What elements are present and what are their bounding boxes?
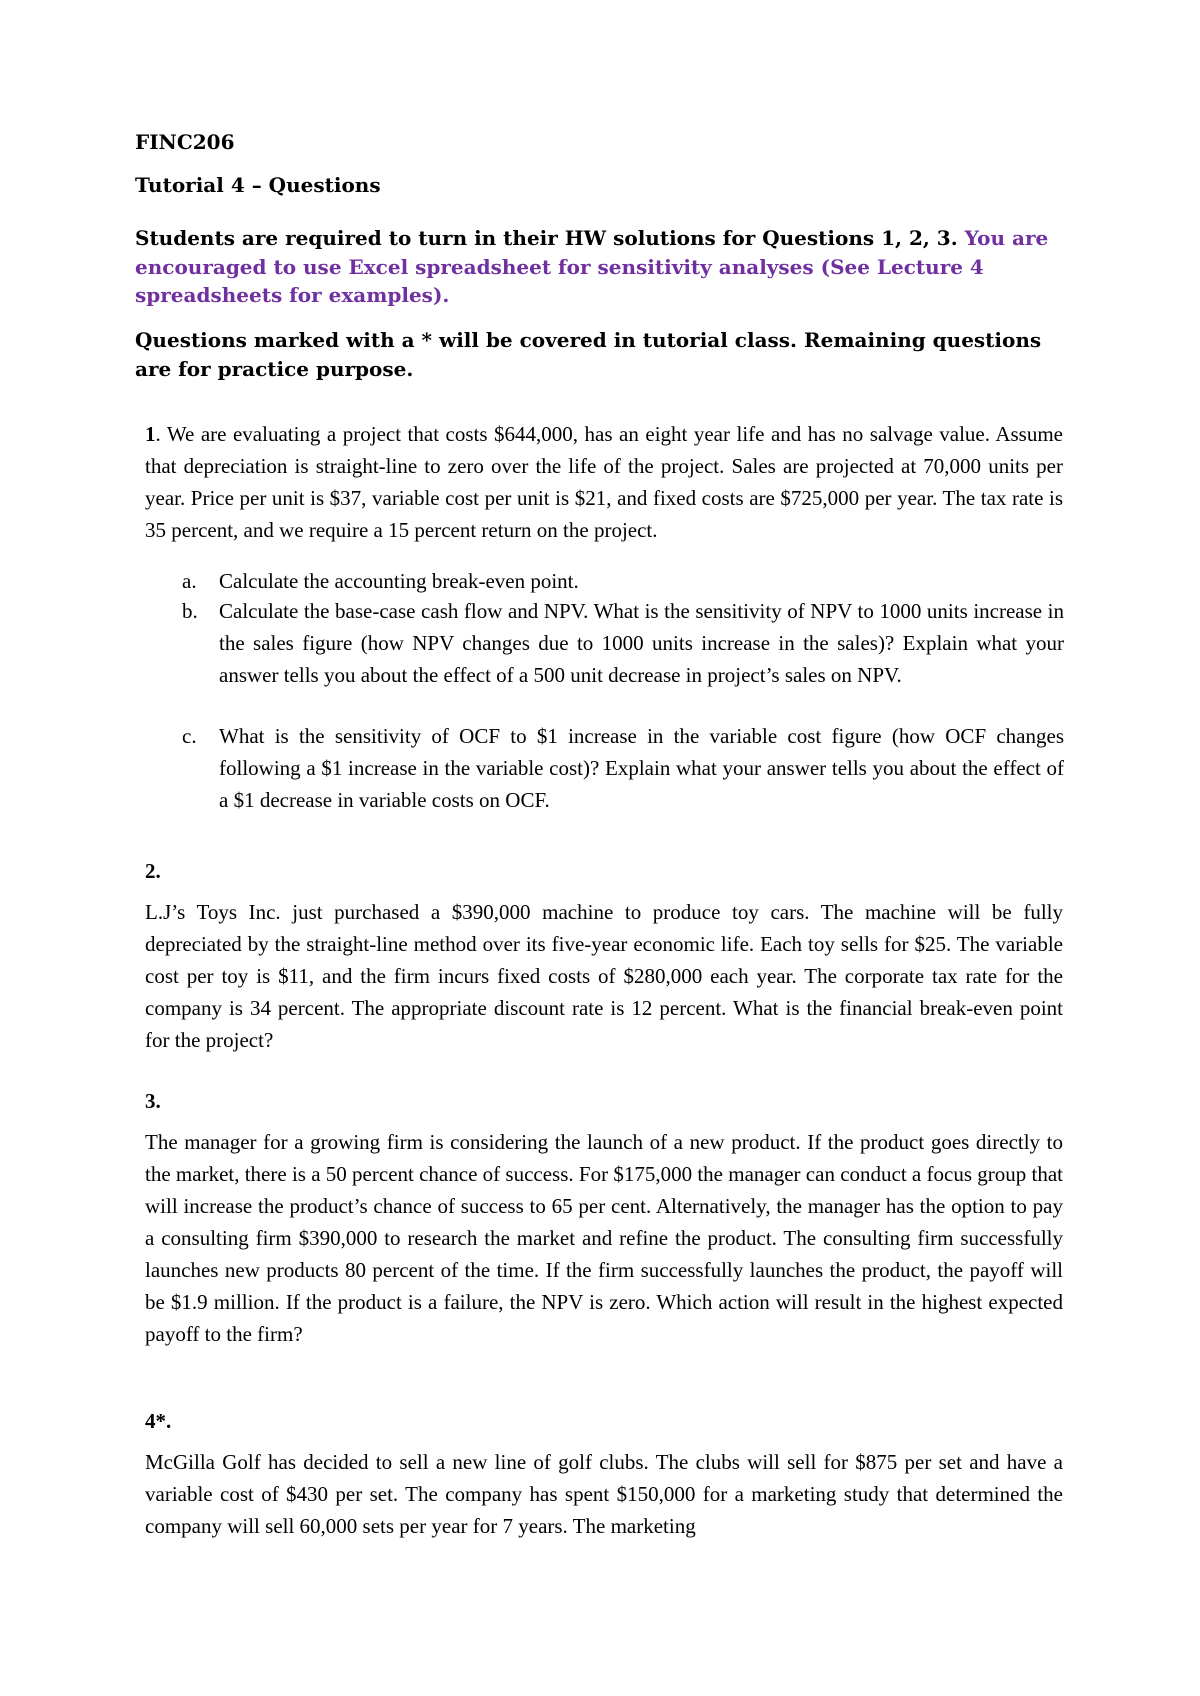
tutorial-title: Tutorial 4 – Questions	[135, 173, 381, 197]
part-text: Calculate the base-case cash flow and NPV. What is the sensitivity of NPV to 1000 units increase in the sales figure (how NPV changes due to 1000 units increase in the sales)? Explain what your answer tells you about the effect of a 500 unit decrease in project’s sales on NPV.	[219, 599, 1064, 687]
part-label: a.	[182, 569, 197, 593]
tutorial-note: Questions marked with a * will be covered in tutorial class. Remaining questions are for practice purpose.	[135, 328, 1042, 381]
question-3-number: 3.	[145, 1089, 161, 1113]
question-3-text: The manager for a growing firm is considering the launch of a new product. If the product goes directly to the market, there is a 50 percent chance of success. For $175,000 the manager can conduct a focus group that will increase the product’s chance of success to 65 per cent. Alternatively, the manager has the option to pay a consulting firm $390,000 to research the market and refine the product. The consulting firm successfully launches new products 80 percent of the time. If the firm successfully launches the product, the payoff will be $1.9 million. If the product is a failure, the NPV is zero. Which action will result in the highest expected payoff to the firm?	[145, 1130, 1063, 1346]
question-2-text: L.J’s Toys Inc. just purchased a $390,000 machine to produce toy cars. The machine will be fully depreciated by the straight-line method over its five-year economic life. Each toy sells for $25. The variable cost per toy is $11, and the firm incurs fixed costs of $280,000 each year. The corporate tax rate for the company is 34 percent. The appropriate discount rate is 12 percent. What is the financial break-even point for the project?	[145, 900, 1063, 1052]
required-text: Students are required to turn in their HW solutions for Questions 1, 2, 3.	[135, 226, 958, 250]
part-text: What is the sensitivity of OCF to $1 increase in the variable cost figure (how OCF changes following a $1 increase in the variable cost)? Explain what your answer tells you about the effect of a $1 decrease in variable costs on OCF.	[219, 724, 1064, 812]
instructions-paragraph	[135, 224, 1065, 310]
question-1-part-a	[182, 565, 1064, 597]
course-code: FINC206	[135, 130, 235, 154]
question-1-part-c	[182, 720, 1064, 816]
part-label: c.	[182, 724, 197, 748]
question-2-number: 2.	[145, 859, 161, 883]
question-1-text: 1. We are evaluating a project that costs $644,000, has an eight year life and has no salvage value. Assume that depreciation is straight-line to zero over the life of the project. Sales are projected at 70,000 units per year. Price per unit is $37, variable cost per unit is $21, and fixed costs are $725,000 per year. The tax rate is 35 percent, and we require a 15 percent return on the project.	[145, 422, 1063, 542]
encouraged-text: You are encouraged to use Excel spreadsheet for sensitivity analyses (See Lecture 4 spreadsheets for examples).	[135, 226, 1049, 307]
part-text: Calculate the accounting break-even point.	[219, 569, 579, 593]
part-label: b.	[182, 599, 198, 623]
question-4-number: 4*.	[145, 1409, 172, 1433]
question-4-text: McGilla Golf has decided to sell a new line of golf clubs. The clubs will sell for $875 per set and have a variable cost of $430 per set. The company has spent $150,000 for a marketing study that determined the company will sell 60,000 sets per year for 7 years. The marketing	[145, 1450, 1063, 1538]
question-1-number: 1	[145, 422, 156, 446]
question-1-part-b	[182, 595, 1064, 691]
